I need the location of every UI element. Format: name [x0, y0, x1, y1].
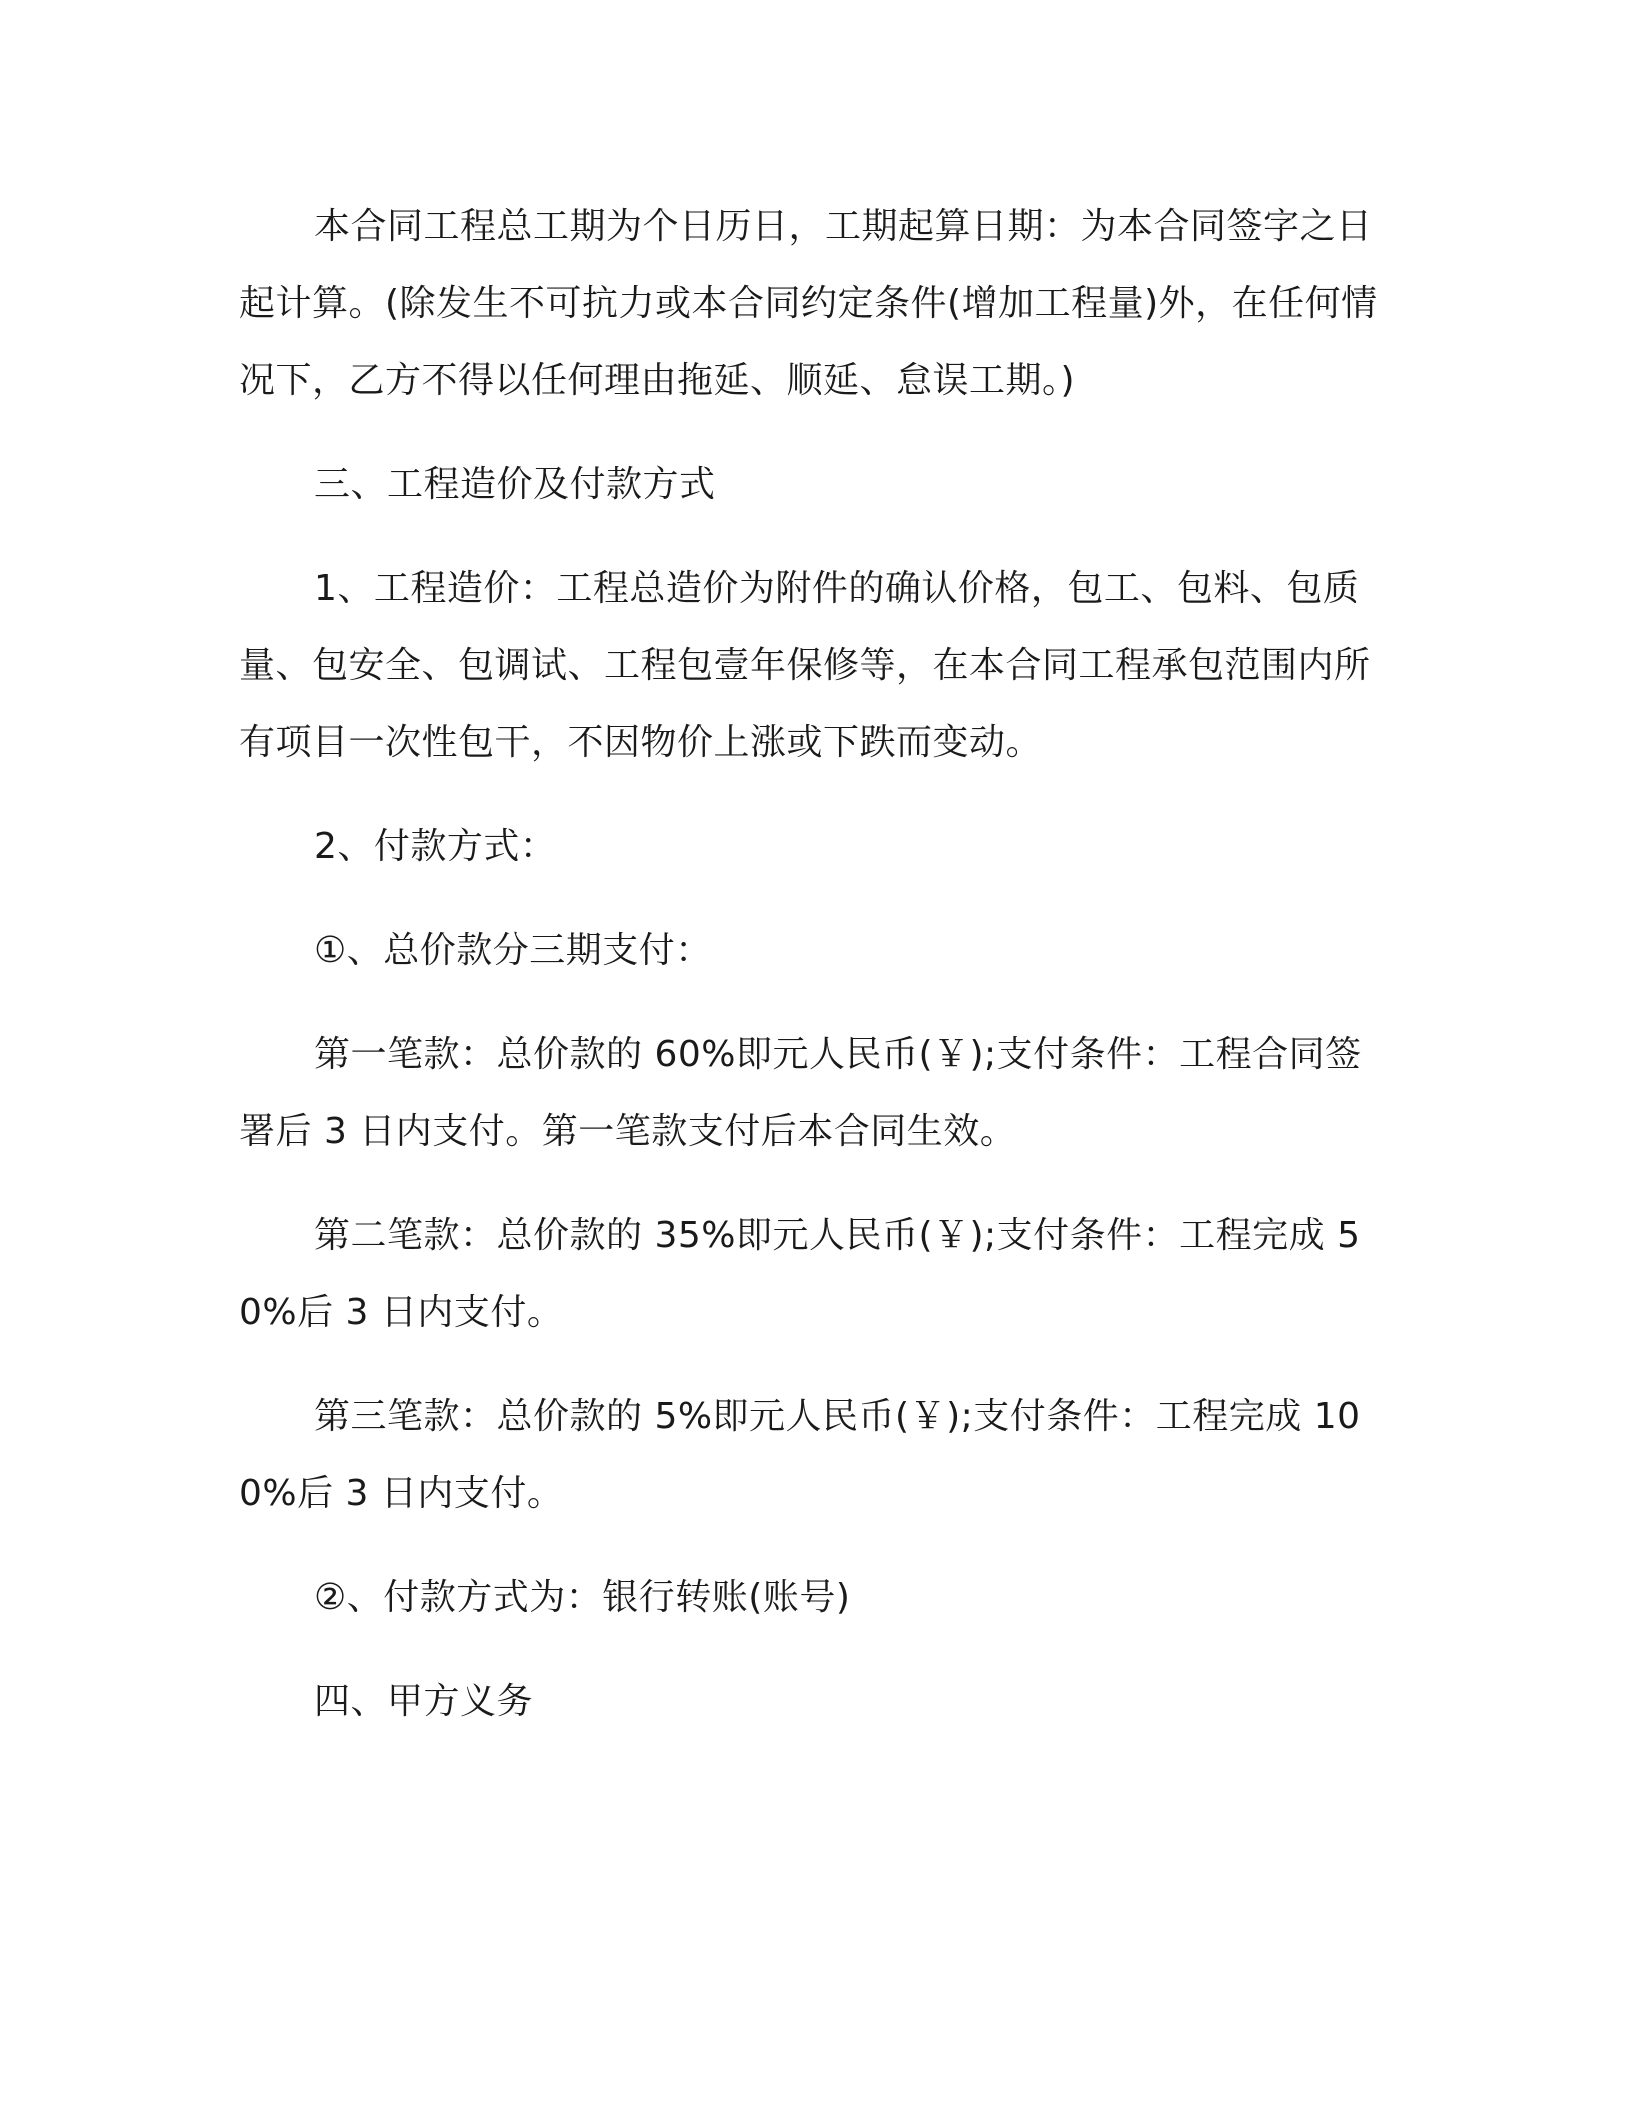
item-bank-transfer: ②、付款方式为：银行转账(账号) [314, 1577, 851, 1618]
paragraph-first-payment: 第一笔款：总价款的 60%即元人民币(￥);支付条件：工程合同签署后 3 日内支付。第一笔款支付后本合同生效。 [239, 1034, 1362, 1152]
document-page [239, 188, 1389, 1767]
paragraph-construction-period: 本合同工程总工期为个日历日，工期起算日期：为本合同签字之日起计算。(除发生不可抗力或本合同约定条件(增加工程量)外，在任何情况下，乙方不得以任何理由拖延、顺延、怠误工期。) [239, 206, 1378, 401]
paragraph-project-cost: 1、工程造价：工程总造价为附件的确认价格，包工、包料、包质量、包安全、包调试、工程包壹年保修等，在本合同工程承包范围内所有项目一次性包干，不因物价上涨或下跌而变动。 [239, 568, 1371, 763]
subheading-payment-method: 2、付款方式： [314, 826, 557, 867]
paragraph-third-payment: 第三笔款：总价款的 5%即元人民币(￥);支付条件：工程完成 100%后 3 日内支付。 [239, 1396, 1361, 1514]
paragraph-second-payment: 第二笔款：总价款的 35%即元人民币(￥);支付条件：工程完成 50%后 3 日内支付。 [239, 1215, 1361, 1333]
section-heading-price-payment: 三、工程造价及付款方式 [314, 464, 716, 505]
section-heading-party-a-obligations: 四、甲方义务 [314, 1681, 534, 1722]
item-three-installments: ①、总价款分三期支付： [314, 930, 712, 971]
